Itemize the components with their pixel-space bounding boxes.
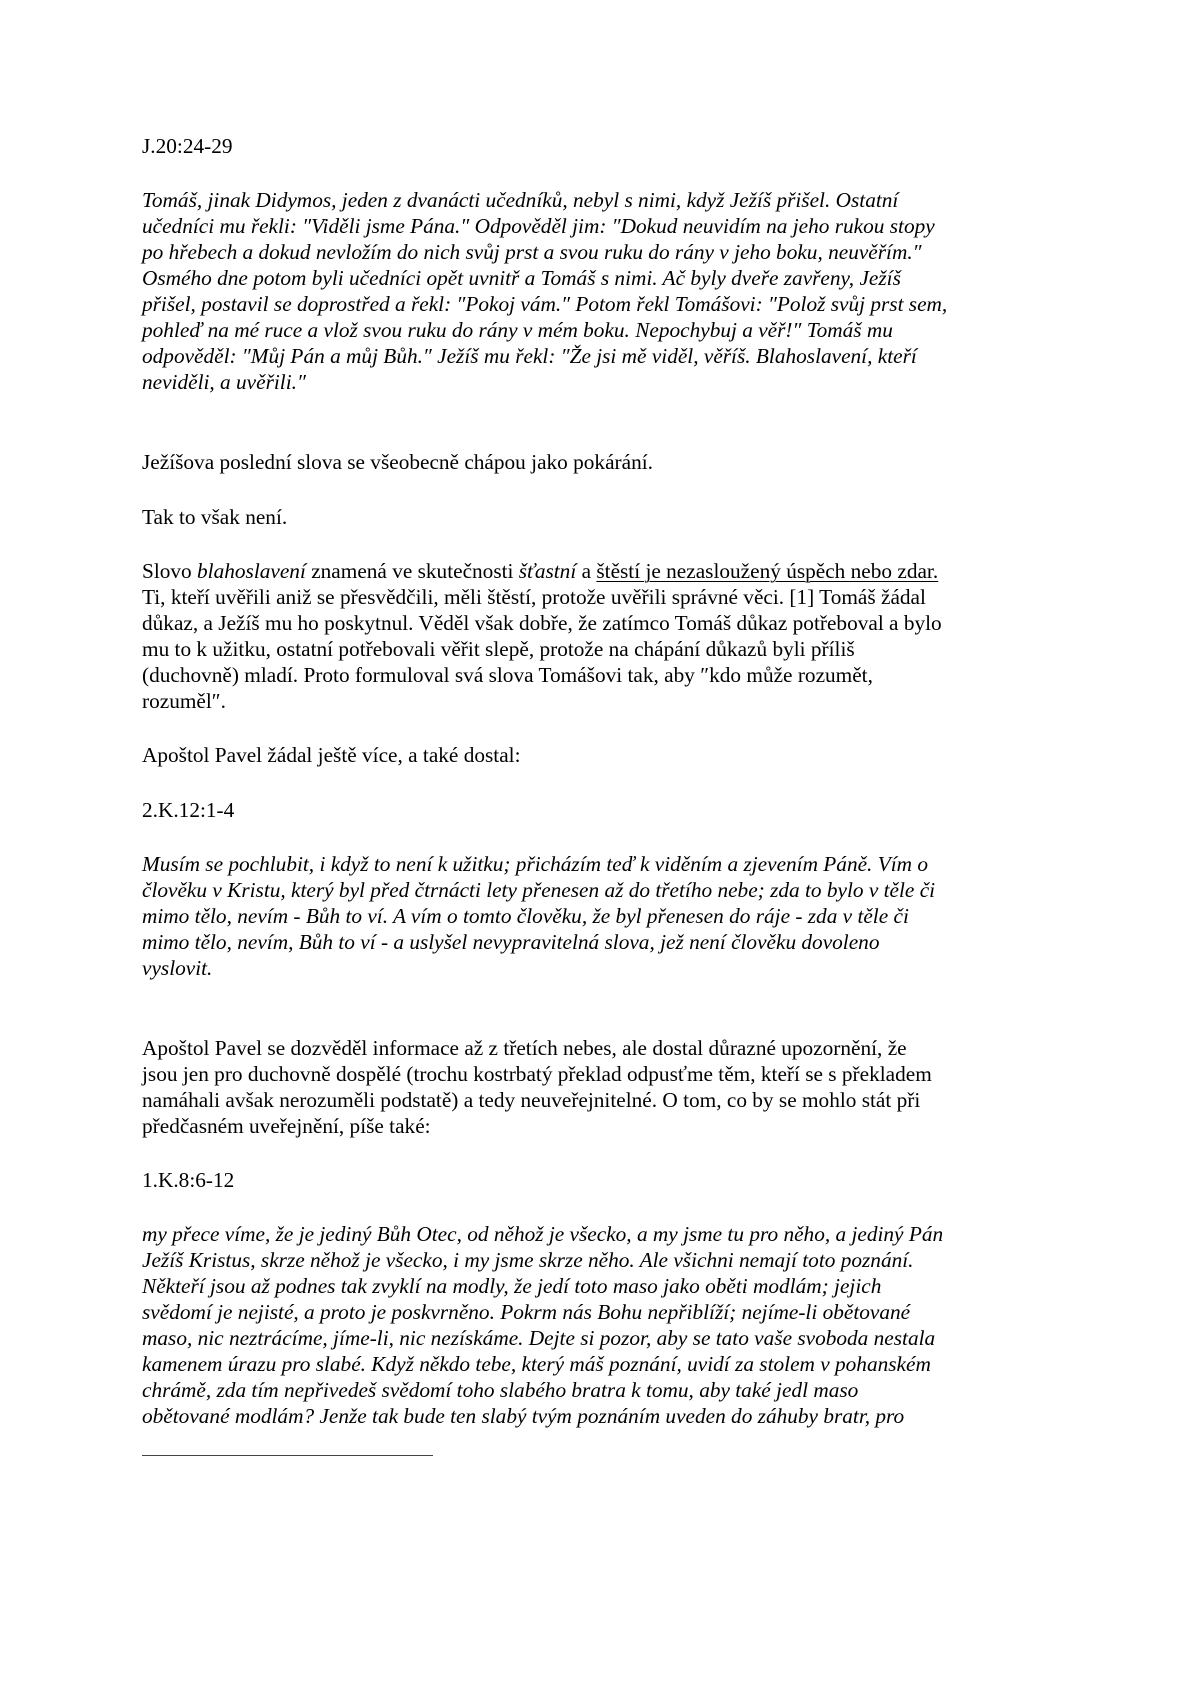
text-run: a	[576, 559, 597, 583]
quote-line: učedníci mu řekli: ″Viděli jsme Pána.″ Odpověděl jim: ″Dokud neuvidím na jeho rukou stopy	[142, 214, 935, 238]
paragraph-line: Tak to však není.	[142, 505, 288, 529]
emphasized-term: blahoslavení	[197, 559, 306, 583]
quote-line: člověku v Kristu, který byl před čtrnácti lety přenesen až do třetího nebe; zda to bylo v těle či	[142, 878, 936, 902]
text-run: Slovo	[142, 559, 198, 583]
quote-line: obětované modlám? Jenže tak bude ten slabý tvým poznáním uveden do záhuby bratr, pro	[142, 1404, 905, 1428]
scripture-reference: J.20:24-29	[142, 134, 233, 158]
quote-line: neviděli, a uvěřili.″	[142, 370, 306, 394]
paragraph-line: (duchovně) mladí. Proto formuloval svá slova Tomášovi tak, aby ″kdo může rozumět,	[142, 663, 873, 687]
paragraph-line: jsou jen pro duchovně dospělé (trochu kostrbatý překlad odpusťme těm, kteří se s překladem	[142, 1062, 932, 1086]
quote-line: vyslovit.	[142, 956, 213, 980]
quote-line: Osmého dne potom byli učedníci opět uvnitř a Tomáš s nimi. Ač byly dveře zavřeny, Ježíš	[142, 266, 901, 290]
quote-line: odpověděl: ″Můj Pán a můj Bůh.″ Ježíš mu řekl: ″Že jsi mě viděl, věříš. Blahoslavení, kteří	[142, 344, 917, 368]
quote-line: pohleď na mé ruce a vlož svou ruku do rány v mém boku. Nepochybuj a věř!″ Tomáš mu	[142, 318, 893, 342]
paragraph-line: důkaz, a Ježíš mu ho poskytnul. Věděl však dobře, že zatímco Tomáš důkaz potřeboval a bylo	[142, 611, 942, 635]
quote-line: Někteří jsou až podnes tak zvyklí na modly, že jedí toto maso jako oběti modlám; jejich	[142, 1274, 882, 1298]
quote-line: svědomí je nejisté, a proto je poskvrněno. Pokrm nás Bohu nepřiblíží; nejíme-li obětované	[142, 1300, 911, 1324]
emphasized-term: šťastní	[518, 559, 577, 583]
paragraph-line: namáhali avšak nerozuměli podstatě) a tedy neuveřejnitelné. O tom, co by se mohlo stát při	[142, 1088, 921, 1112]
quote-line: Musím se pochlubit, i když to není k užitku; přicházím teď k viděním a zjevením Páně. Vím o	[142, 852, 928, 876]
quote-line: my přece víme, že je jediný Bůh Otec, od něhož je všecko, a my jsme tu pro něho, a jediný Pán	[142, 1222, 944, 1246]
scripture-reference: 2.K.12:1-4	[142, 798, 235, 822]
underlined-definition: štěstí je nezasloužený úspěch nebo zdar.	[596, 559, 939, 583]
paragraph-line: mu to k užitku, ostatní potřebovali věřit slepě, protože na chápání důkazů byli příliš	[142, 637, 855, 661]
footnote-separator	[142, 1455, 433, 1456]
quote-line: mimo tělo, nevím - Bůh to ví. A vím o tomto člověku, že byl přenesen do ráje - zda v těle či	[142, 904, 909, 928]
quote-line: chrámě, zda tím nepřivedeš svědomí toho slabého bratra k tomu, aby také jedl maso	[142, 1378, 859, 1402]
paragraph-line: Apoštol Pavel se dozvěděl informace až z třetích nebes, ale dostal důrazné upozornění, že	[142, 1036, 907, 1060]
quote-line: po hřebech a dokud nevložím do nich svůj prst a svou ruku do rány v jeho boku, neuvěřím.″	[142, 240, 922, 264]
quote-line: kamenem úrazu pro slabé. Když někdo tebe, který máš poznání, uvidí za stolem v pohanském	[142, 1352, 931, 1376]
quote-line: maso, nic neztrácíme, jíme-li, nic nezískáme. Dejte si pozor, aby se tato vaše svoboda nestala	[142, 1326, 936, 1350]
paragraph-line: Apoštol Pavel žádal ještě více, a také dostal:	[142, 743, 521, 767]
paragraph-line-mixed	[142, 558, 938, 584]
paragraph-line: rozuměl″.	[142, 689, 226, 713]
text-run: znamená ve skutečnosti	[305, 559, 519, 583]
scripture-reference: 1.K.8:6-12	[142, 1168, 235, 1192]
paragraph-line: Ježíšova poslední slova se všeobecně chápou jako pokárání.	[142, 450, 653, 474]
quote-line: mimo tělo, nevím, Bůh to ví - a uslyšel nevypravitelná slova, jež není člověku dovoleno	[142, 930, 880, 954]
paragraph-line: Ti, kteří uvěřili aniž se přesvědčili, měli štěstí, protože uvěřili správné věci. [1] Tomáš žádal	[142, 585, 926, 609]
paragraph-line: předčasném uveřejnění, píše také:	[142, 1114, 431, 1138]
quote-line: přišel, postavil se doprostřed a řekl: ″Pokoj vám.″ Potom řekl Tomášovi: ″Polož svůj prst sem,	[142, 292, 948, 316]
quote-line: Ježíš Kristus, skrze něhož je všecko, i my jsme skrze něho. Ale všichni nemají toto poznání.	[142, 1248, 914, 1272]
quote-line: Tomáš, jinak Didymos, jeden z dvanácti učedníků, nebyl s nimi, když Ježíš přišel. Ostatní	[142, 188, 899, 212]
